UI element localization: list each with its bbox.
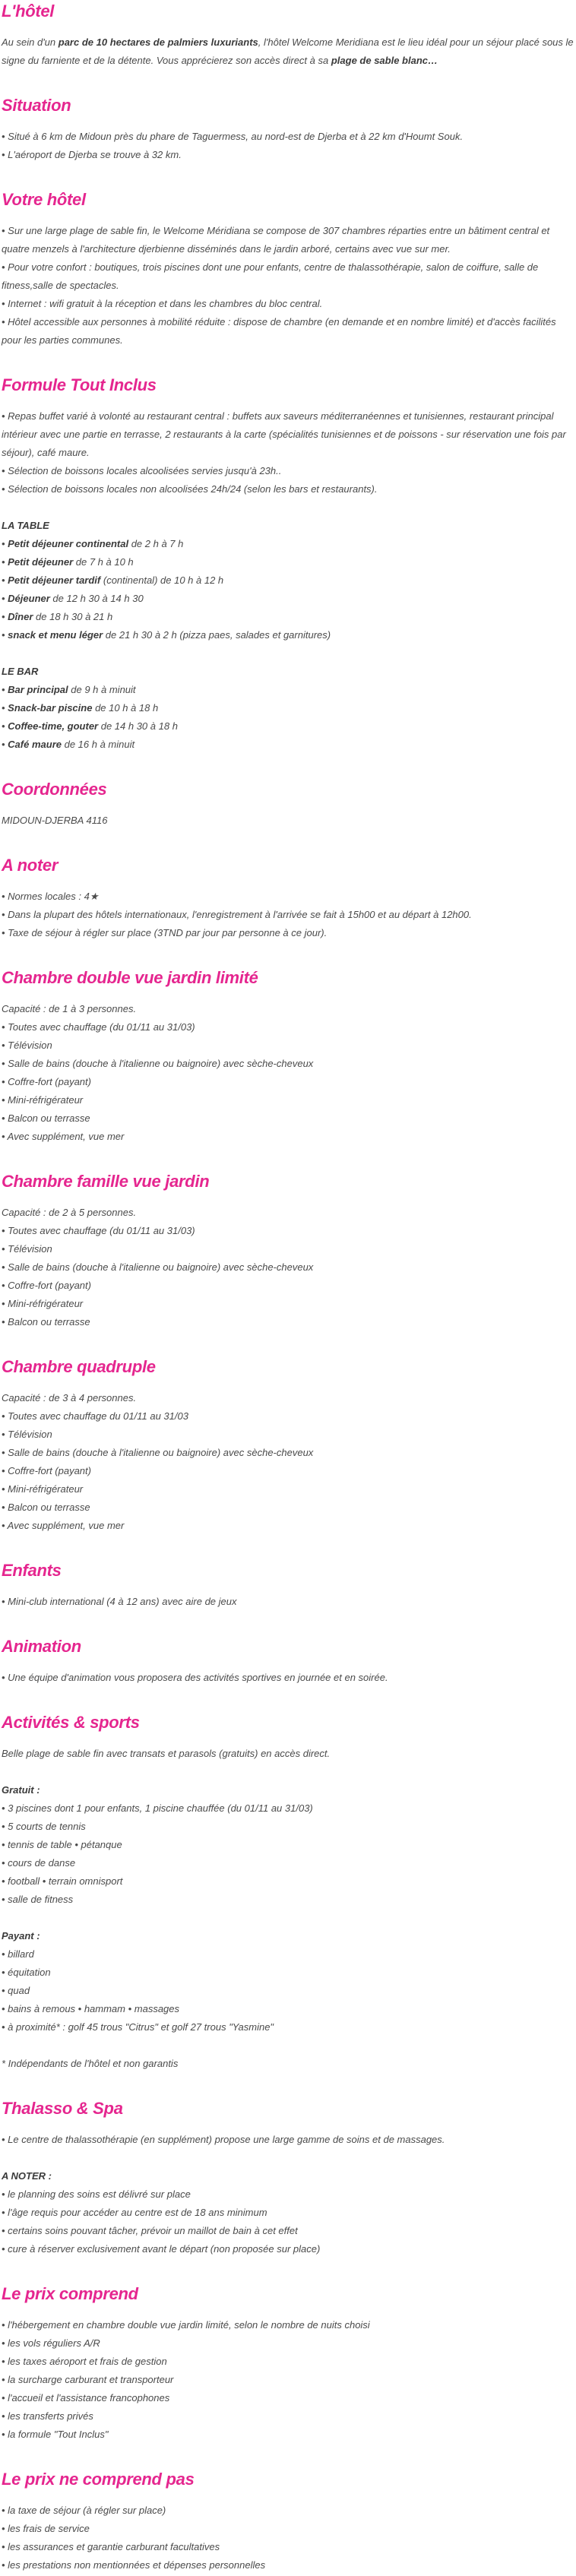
subheading: LE BAR xyxy=(2,666,39,677)
section-title-animation: Animation xyxy=(2,1637,81,1656)
text-fragment: • la formule "Tout Inclus" xyxy=(2,2429,109,2440)
text-fragment: • xyxy=(2,556,8,568)
text-line xyxy=(2,2520,574,2538)
emphasis-text: Café maure xyxy=(8,739,62,750)
text-fragment: • salle de fitness xyxy=(2,1894,74,1905)
subheading: LA TABLE xyxy=(2,520,49,531)
section-prix-comprend xyxy=(2,2258,574,2444)
text-fragment: • Hôtel accessible aux personnes à mobilité réduite : dispose de chambre (en demande et en nombre limité) et d'accès facilités pour les parties communes. xyxy=(2,316,556,346)
section-title-prix-comprend: Le prix comprend xyxy=(2,2284,138,2303)
text-line xyxy=(2,608,574,626)
text-fragment: • Toutes avec chauffage du 01/11 au 31/03 xyxy=(2,1410,188,1422)
text-line xyxy=(2,906,574,924)
text-line xyxy=(2,571,574,590)
text-line xyxy=(2,2240,574,2258)
text-fragment: • Toutes avec chauffage (du 01/11 au 31/03) xyxy=(2,1225,195,1236)
text-fragment: • les prestations non mentionnées et dépenses personnelles xyxy=(2,2559,266,2571)
text-line xyxy=(2,1854,574,1872)
text-fragment: • Télévision xyxy=(2,1429,52,1440)
text-fragment: • xyxy=(2,538,8,549)
text-line xyxy=(2,2371,574,2389)
text-fragment: de 14 h 30 à 18 h xyxy=(98,720,178,732)
text-line xyxy=(2,2334,574,2353)
text-fragment: • certains soins pouvant tâcher, prévoir un maillot de bain à cet effet xyxy=(2,2225,298,2236)
emphasis-text: parc de 10 hectares de palmiers luxuriants xyxy=(58,36,258,48)
text-fragment: • Mini-réfrigérateur xyxy=(2,1483,84,1495)
section-chambre-quadruple xyxy=(2,1331,574,1535)
text-line xyxy=(2,888,574,906)
text-fragment: de 18 h 30 à 21 h xyxy=(33,611,113,622)
text-fragment: • L'aéroport de Djerba se trouve à 32 km. xyxy=(2,149,182,160)
text-fragment: • les frais de service xyxy=(2,2523,90,2534)
text-line xyxy=(2,1109,574,1128)
text-line xyxy=(2,1091,574,1109)
text-fragment: • Balcon ou terrasse xyxy=(2,1502,90,1513)
paragraph-gap xyxy=(2,2036,574,2055)
section-title-chambre-famille: Chambre famille vue jardin xyxy=(2,1172,210,1191)
text-line xyxy=(2,1891,574,1909)
text-line xyxy=(2,590,574,608)
text-line xyxy=(2,146,574,164)
section-chambre-famille xyxy=(2,1146,574,1331)
text-fragment: • les taxes aéroport et frais de gestion xyxy=(2,2356,167,2367)
text-fragment: • Situé à 6 km de Midoun près du phare de Taguermess, au nord-est de Djerba et à 22 km d'Houmt Souk. xyxy=(2,131,464,142)
text-line xyxy=(2,1462,574,1480)
text-fragment: • xyxy=(2,593,8,604)
text-line xyxy=(2,1517,574,1535)
text-line xyxy=(2,1982,574,2000)
paragraph-gap xyxy=(2,1763,574,1781)
section-prix-ne-comprend-pas xyxy=(2,2444,574,2574)
text-line xyxy=(2,2055,574,2073)
text-line xyxy=(2,812,574,830)
text-line xyxy=(2,1240,574,1258)
text-fragment: • Toutes avec chauffage (du 01/11 au 31/03) xyxy=(2,1021,195,1033)
text-line xyxy=(2,1426,574,1444)
emphasis-text: Petit déjeuner xyxy=(8,556,74,568)
text-fragment: • xyxy=(2,684,8,695)
text-line xyxy=(2,717,574,736)
section-title-tout-inclus: Formule Tout Inclus xyxy=(2,375,157,394)
text-line xyxy=(2,480,574,498)
section-title-a-noter: A noter xyxy=(2,856,59,875)
text-fragment: • quad xyxy=(2,1985,30,1996)
text-line xyxy=(2,222,574,258)
section-title-prix-ne-comprend-pas: Le prix ne comprend pas xyxy=(2,2470,195,2489)
emphasis-text: Petit déjeuner tardif xyxy=(8,574,101,586)
section-activites xyxy=(2,1687,574,2073)
text-line xyxy=(2,2538,574,2556)
text-line xyxy=(2,1836,574,1854)
text-fragment: • l'accueil et l'assistance francophones xyxy=(2,2392,170,2404)
paragraph-gap xyxy=(2,644,574,663)
emphasis-text: Bar principal xyxy=(8,684,68,695)
text-fragment: • Coffre-fort (payant) xyxy=(2,1280,91,1291)
text-fragment: • l'hébergement en chambre double vue jardin limité, selon le nombre de nuits choisi xyxy=(2,2319,370,2331)
subheading: Gratuit : xyxy=(2,1784,40,1796)
text-fragment: de 9 h à minuit xyxy=(68,684,136,695)
text-fragment: • xyxy=(2,720,8,732)
text-line xyxy=(2,1818,574,1836)
text-fragment: • Dans la plupart des hôtels internationaux, l'enregistrement à l'arrivée se fait à 15h00 et au départ à 12h00. xyxy=(2,909,472,920)
text-line xyxy=(2,2353,574,2371)
emphasis-text: Petit déjeuner continental xyxy=(8,538,129,549)
text-fragment: • 5 courts de tennis xyxy=(2,1821,86,1832)
text-fragment: • xyxy=(2,574,8,586)
text-fragment: • Pour votre confort : boutiques, trois piscines dont une pour enfants, centre de thalassothérapie, salon de coiffure, salle de fitness,salle de spectacles. xyxy=(2,261,539,291)
text-line xyxy=(2,258,574,295)
text-line xyxy=(2,1389,574,1407)
section-animation xyxy=(2,1611,574,1687)
text-fragment: de 7 h à 10 h xyxy=(73,556,134,568)
text-fragment: MIDOUN-DJERBA 4116 xyxy=(2,815,108,826)
section-title-thalasso: Thalasso & Spa xyxy=(2,2099,123,2118)
text-fragment: Capacité : de 1 à 3 personnes. xyxy=(2,1003,137,1014)
text-line xyxy=(2,2502,574,2520)
text-fragment: • Repas buffet varié à volonté au restaurant central : buffets aux saveurs méditerranéennes et tunisiennes, restaurant principal intérieur avec une partie en terrasse, 2 restaurants à la carte (spécialités tunisiennes et de poissons - sur réservation une fois par séjour), café maure. xyxy=(2,410,566,458)
text-fragment: • Une équipe d'animation vous proposera des activités sportives en journée et en soirée. xyxy=(2,1672,388,1683)
text-fragment: • 3 piscines dont 1 pour enfants, 1 piscine chauffée (du 01/11 au 31/03) xyxy=(2,1802,313,1814)
text-fragment: • à proximité* : golf 45 trous "Citrus" et golf 27 trous "Yasmine" xyxy=(2,2021,274,2033)
text-line xyxy=(2,535,574,553)
text-fragment: • Télévision xyxy=(2,1243,52,1255)
text-line xyxy=(2,2018,574,2036)
section-tout-inclus xyxy=(2,350,574,754)
text-line xyxy=(2,1498,574,1517)
section-title-chambre-quadruple: Chambre quadruple xyxy=(2,1357,156,1376)
text-line xyxy=(2,2185,574,2204)
text-fragment: • Avec supplément, vue mer xyxy=(2,1131,125,1142)
text-line xyxy=(2,1593,574,1611)
text-line xyxy=(2,1018,574,1036)
text-fragment: • football • terrain omnisport xyxy=(2,1875,123,1887)
text-fragment: • la surcharge carburant et transporteur xyxy=(2,2374,174,2385)
text-fragment: Capacité : de 3 à 4 personnes. xyxy=(2,1392,137,1404)
text-fragment: , l'hôtel Welcome Meridiana est le lieu idéal pour un séjour placé sous le signe du farniente et de la détente. Vous apprécierez son accès direct à sa xyxy=(2,36,574,66)
text-line xyxy=(2,2131,574,2149)
text-line xyxy=(2,2556,574,2574)
section-a-noter xyxy=(2,830,574,942)
text-fragment: • xyxy=(2,702,8,714)
text-fragment: • bains à remous • hammam • massages xyxy=(2,2003,180,2014)
text-fragment: • xyxy=(2,629,8,641)
text-line xyxy=(2,1480,574,1498)
section-coordonnees xyxy=(2,754,574,830)
text-line xyxy=(2,2222,574,2240)
emphasis-text: Snack-bar piscine xyxy=(8,702,93,714)
paragraph-gap xyxy=(2,1909,574,1927)
text-fragment: • Sélection de boissons locales non alcoolisées 24h/24 (selon les bars et restaurants). xyxy=(2,483,378,495)
subheading: Payant : xyxy=(2,1930,40,1941)
text-fragment: Capacité : de 2 à 5 personnes. xyxy=(2,1207,137,1218)
text-fragment: • les vols réguliers A/R xyxy=(2,2337,100,2349)
text-fragment: • xyxy=(2,611,8,622)
text-fragment: • billard xyxy=(2,1948,34,1960)
text-fragment: • équitation xyxy=(2,1967,51,1978)
text-line xyxy=(2,1313,574,1331)
text-fragment: • Salle de bains (douche à l'italienne ou baignoire) avec sèche-cheveux xyxy=(2,1058,314,1069)
text-line xyxy=(2,1444,574,1462)
text-line xyxy=(2,2316,574,2334)
text-line xyxy=(2,1277,574,1295)
text-fragment: • tennis de table • pétanque xyxy=(2,1839,122,1850)
text-fragment: de 2 h à 7 h xyxy=(128,538,184,549)
text-line xyxy=(2,1073,574,1091)
text-fragment: • la taxe de séjour (à régler sur place) xyxy=(2,2505,166,2516)
text-line xyxy=(2,313,574,350)
text-fragment: • Normes locales : 4★ xyxy=(2,891,99,902)
text-fragment: • xyxy=(2,739,8,750)
text-line xyxy=(2,1222,574,1240)
text-line xyxy=(2,553,574,571)
emphasis-text: Coffee-time, gouter xyxy=(8,720,99,732)
text-fragment: • l'âge requis pour accéder au centre est de 18 ans minimum xyxy=(2,2207,267,2218)
emphasis-text: Déjeuner xyxy=(8,593,50,604)
emphasis-text: snack et menu léger xyxy=(8,629,103,641)
text-line xyxy=(2,924,574,942)
section-votre-hotel xyxy=(2,164,574,350)
text-line xyxy=(2,1055,574,1073)
text-line xyxy=(2,626,574,644)
text-fragment: • Télévision xyxy=(2,1040,52,1051)
paragraph-gap xyxy=(2,498,574,517)
text-line xyxy=(2,1945,574,1964)
text-line xyxy=(2,2426,574,2444)
text-fragment: • Sélection de boissons locales alcoolisées servies jusqu'à 23h.. xyxy=(2,465,282,476)
text-fragment: de 12 h 30 à 14 h 30 xyxy=(49,593,144,604)
text-fragment: • Internet : wifi gratuit à la réception et dans les chambres du bloc central. xyxy=(2,298,323,309)
text-line xyxy=(2,1258,574,1277)
text-fragment: de 21 h 30 à 2 h (pizza paes, salades et garnitures) xyxy=(103,629,331,641)
text-fragment: • Coffre-fort (payant) xyxy=(2,1465,91,1476)
text-line xyxy=(2,462,574,480)
section-enfants xyxy=(2,1535,574,1611)
text-line xyxy=(2,128,574,146)
text-fragment: • les assurances et garantie carburant facultatives xyxy=(2,2541,220,2552)
text-fragment: • Salle de bains (douche à l'italienne ou baignoire) avec sèche-cheveux xyxy=(2,1261,314,1273)
emphasis-text: Dîner xyxy=(8,611,33,622)
section-title-votre-hotel: Votre hôtel xyxy=(2,190,86,209)
text-line xyxy=(2,2407,574,2426)
section-chambre-double xyxy=(2,942,574,1146)
text-line xyxy=(2,699,574,717)
text-fragment: • Coffre-fort (payant) xyxy=(2,1076,91,1087)
text-line xyxy=(2,736,574,754)
text-fragment: * Indépendants de l'hôtel et non garantis xyxy=(2,2058,179,2069)
text-fragment: Belle plage de sable fin avec transats et parasols (gratuits) en accès direct. xyxy=(2,1748,331,1759)
section-title-coordonnees: Coordonnées xyxy=(2,780,107,799)
text-line xyxy=(2,1407,574,1426)
text-fragment: de 10 h à 18 h xyxy=(92,702,159,714)
text-fragment: • les transferts privés xyxy=(2,2410,93,2422)
section-title-activites: Activités & sports xyxy=(2,1713,140,1732)
text-line xyxy=(2,407,574,462)
text-line xyxy=(2,1000,574,1018)
text-line xyxy=(2,1669,574,1687)
text-fragment: Au sein d'un xyxy=(2,36,59,48)
text-line xyxy=(2,2000,574,2018)
text-fragment: • Sur une large plage de sable fin, le Welcome Méridiana se compose de 307 chambres réparties entre un bâtiment central et quatre menzels à l'architecture djerbienne disséminés dans le jardin arboré, certains avec vue sur mer. xyxy=(2,225,550,255)
section-thalasso xyxy=(2,2073,574,2258)
text-line xyxy=(2,33,574,70)
emphasis-text: plage de sable blanc… xyxy=(331,55,438,66)
text-fragment: • Mini-club international (4 à 12 ans) avec aire de jeux xyxy=(2,1596,237,1607)
text-line xyxy=(2,1128,574,1146)
paragraph-gap xyxy=(2,2149,574,2167)
text-fragment: • Taxe de séjour à régler sur place (3TND par jour par personne à ce jour). xyxy=(2,927,328,938)
section-situation xyxy=(2,70,574,164)
text-fragment: • Mini-réfrigérateur xyxy=(2,1094,84,1106)
section-title-chambre-double: Chambre double vue jardin limité xyxy=(2,968,258,987)
text-fragment: • Balcon ou terrasse xyxy=(2,1316,90,1328)
text-line xyxy=(2,2204,574,2222)
text-fragment: • Salle de bains (douche à l'italienne ou baignoire) avec sèche-cheveux xyxy=(2,1447,314,1458)
text-line xyxy=(2,681,574,699)
text-fragment: • Avec supplément, vue mer xyxy=(2,1520,125,1531)
text-fragment: de 16 h à minuit xyxy=(61,739,135,750)
text-fragment: • le planning des soins est délivré sur place xyxy=(2,2188,191,2200)
text-fragment: • Balcon ou terrasse xyxy=(2,1112,90,1124)
text-line xyxy=(2,1964,574,1982)
section-title-enfants: Enfants xyxy=(2,1561,62,1580)
text-fragment: • Mini-réfrigérateur xyxy=(2,1298,84,1309)
text-fragment: • cours de danse xyxy=(2,1857,76,1869)
text-line xyxy=(2,1745,574,1763)
text-line xyxy=(2,295,574,313)
text-line xyxy=(2,2389,574,2407)
text-line xyxy=(2,1799,574,1818)
text-line xyxy=(2,1872,574,1891)
text-line xyxy=(2,1204,574,1222)
subheading: A NOTER : xyxy=(2,2170,52,2182)
text-fragment: • cure à réserver exclusivement avant le départ (non proposée sur place) xyxy=(2,2243,321,2255)
text-fragment: (continental) de 10 h à 12 h xyxy=(100,574,224,586)
section-title-situation: Situation xyxy=(2,96,71,115)
section-title-hotel: L'hôtel xyxy=(2,2,55,21)
text-line xyxy=(2,1036,574,1055)
text-line xyxy=(2,1295,574,1313)
text-fragment: • Le centre de thalassothérapie (en supplément) propose une large gamme de soins et de massages. xyxy=(2,2134,445,2145)
section-hotel xyxy=(2,0,574,70)
